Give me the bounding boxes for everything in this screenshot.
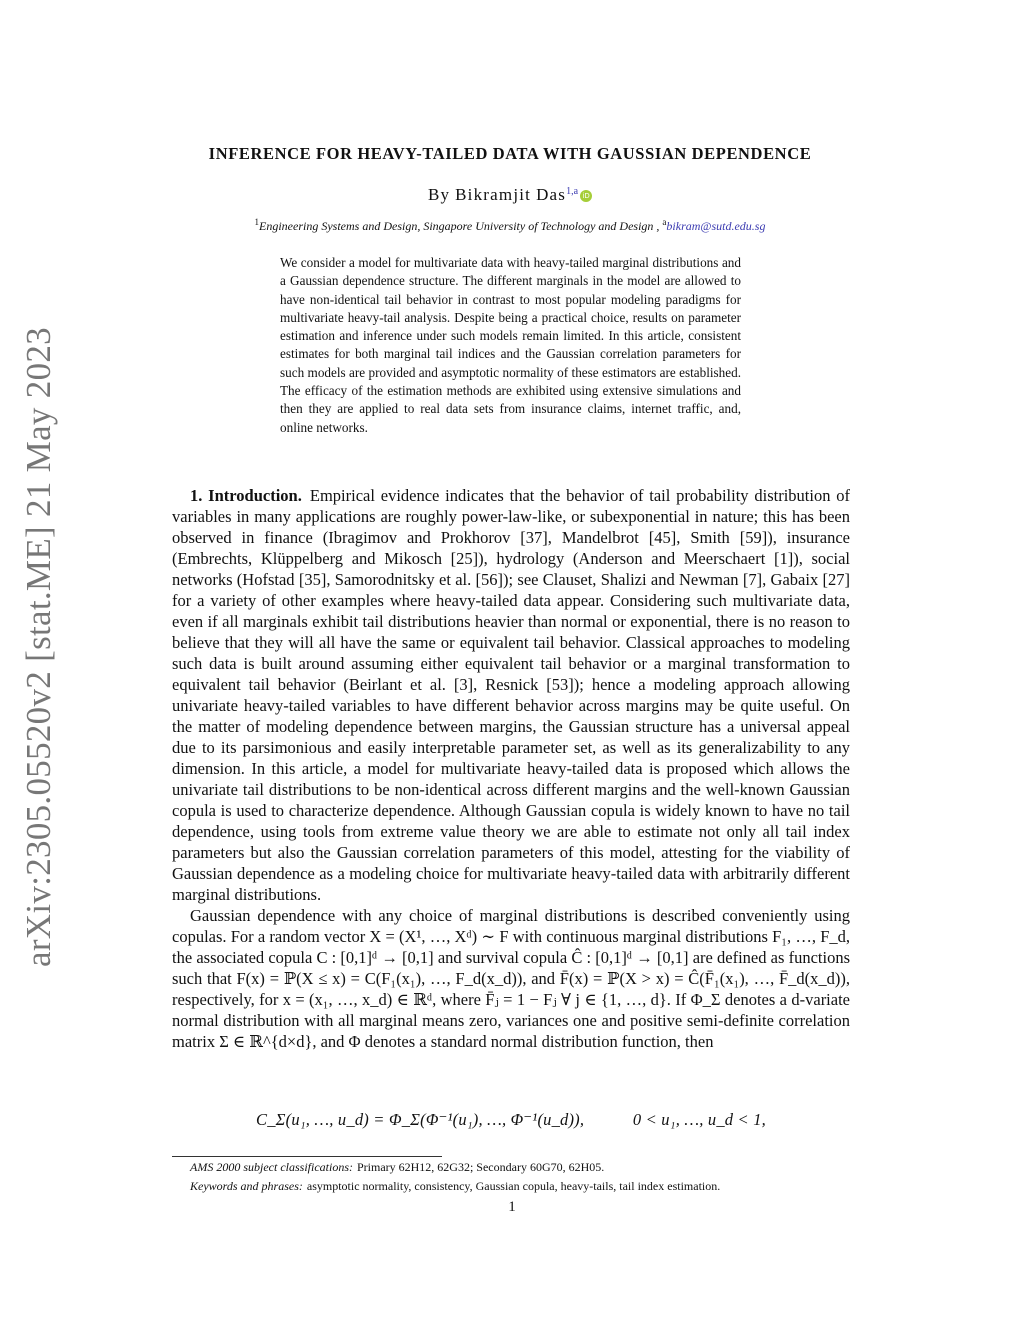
intro-paragraph-2: Gaussian dependence with any choice of marginal distributions is described conveniently using copulas. For a random vector X = (X¹, …, Xᵈ) ∼ F with continuous marginal distributions F₁, …, F_d, the associated copula C : [0,1]ᵈ → [0,1] and survival copula Ĉ : [0,1]ᵈ → [0,1] are defined as functions such that F(x) = ℙ(X ≤ x) = C(F₁(x₁), …, F_d(x_d)), and F̄(x) = ℙ(X > x) = Ĉ(F̄₁(x₁), …, F̄_d(x_d)), respectively, for x = (x₁, …, x_d) ∈ ℝᵈ, where F̄ⱼ = 1 − Fⱼ ∀ j ∈ {1, …, d}. If Φ_Σ denotes a d-variate normal distribution with all marginal means zero, variances one and positive semi-definite correlation matrix Σ ∈ ℝ^{d×d}, and Φ denotes a standard normal distribution function, then	[172, 906, 850, 1051]
author-first-name: Bikramjit	[455, 185, 532, 204]
section-heading: 1. Introduction.	[190, 486, 302, 505]
affiliation-text: Engineering Systems and Design, Singapore University of Technology and Design ,	[259, 219, 660, 233]
keywords-text: asymptotic normality, consistency, Gaussian copula, heavy-tails, tail index estimation.	[306, 1179, 721, 1193]
intro-paragraph-1-text: Empirical evidence indicates that the behavior of tail probability distribution of variables in many applications are roughly power-law-like, or subexponential in nature; this has been observed in finance (Ibragimov and Prokhorov [37], Mandelbrot [45], Smith [59]), insurance (Embrechts, Klüppelberg and Mikosch [25]), hydrology (Anderson and Meerschaert [1]), social networks (Hofstad [35], Samorodnitsky et al. [56]); see Clauset, Shalizi and Newman [7], Gabaix [27] for a variety of other examples where heavy-tailed data appear. Considering such multivariate data, even if all marginals exhibit tail distributions heavier than normal or exponential, there is no reason to believe that they will all have the same or equivalent tail behavior. Classical approaches to modeling such data is built around assuming either equivalent tail behavior or a marginal transformation to equivalent tail behavior (Beirlant et al. [3], Resnick [53]); hence a modeling approach allowing univariate heavy-tailed variables to have different behavior across margins may be quite useful. On the matter of modeling dependence between margins, the Gaussian structure has a universal appeal due to its parsimonious and easily interpretable parameter set, as well as its generalizability to any dimension. In this article, a model for multivariate heavy-tailed data is proposed which allows the univariate tail distributions to be non-identical across different margins and the well-known Gaussian copula is used to characterize dependence. Although Gaussian copula is widely known to have no tail dependence, using tools from extreme value theory we are able to estimate not only all tail index parameters but also the Gaussian correlation parameters of this model, attesting for the viability of Gaussian dependence as a modeling choice for multivariate heavy-tailed data with arbitrarily different marginal distributions.	[172, 486, 850, 904]
intro-paragraph-1	[172, 485, 850, 905]
affiliation-number: 1	[254, 217, 260, 227]
ams-label: AMS 2000 subject classifications:	[190, 1160, 353, 1174]
author-superscript: 1,a	[566, 186, 579, 197]
footnote-divider	[172, 1156, 442, 1157]
footnote-keywords	[190, 1179, 890, 1194]
page-number: 1	[508, 1199, 516, 1215]
abstract: We consider a model for multivariate data with heavy-tailed marginal distributions and a Gaussian dependence structure. The different marginals in the model are allowed to have non-identical tail behavior in contrast to most popular modeling paradigms for multivariate heavy-tail analysis. Despite being a practical choice, results on parameter estimation and inference under such models remain limited. In this article, consistent estimates for both marginal tail indices and the Gaussian correlation parameters for such models are provided and asymptotic normality of these estimators are established. The efficacy of the estimation methods are exhibited using extensive simulations and then they are applied to real data sets from insurance claims, internet traffic, and, online networks.	[280, 255, 741, 435]
orcid-icon[interactable]: iD	[580, 190, 592, 202]
ams-text: Primary 62H12, 62G32; Secondary 60G70, 62H05.	[356, 1160, 605, 1174]
formula-lhs: C_Σ(u₁, …, u_d) = Φ_Σ(Φ⁻¹(u₁), …, Φ⁻¹(u_d)),	[256, 1110, 585, 1129]
email-mark: a	[662, 217, 667, 227]
formula-rhs: 0 < u₁, …, u_d < 1,	[632, 1110, 766, 1129]
arxiv-stamp: arXiv:2305.05520v2 [stat.ME] 21 May 2023	[19, 327, 58, 967]
keywords-label: Keywords and phrases:	[190, 1179, 303, 1193]
author-line	[160, 185, 860, 205]
footnote-ams	[190, 1160, 890, 1175]
affiliation	[150, 217, 870, 234]
author-by: By	[427, 185, 451, 204]
author-last-name: Das	[536, 185, 567, 204]
paper-title: INFERENCE FOR HEAVY-TAILED DATA WITH GAUSSIAN DEPENDENCE	[208, 144, 812, 163]
introduction-section	[172, 485, 850, 1052]
copula-formula	[172, 1110, 850, 1130]
author-email-link[interactable]: bikram@sutd.edu.sg	[666, 219, 766, 233]
